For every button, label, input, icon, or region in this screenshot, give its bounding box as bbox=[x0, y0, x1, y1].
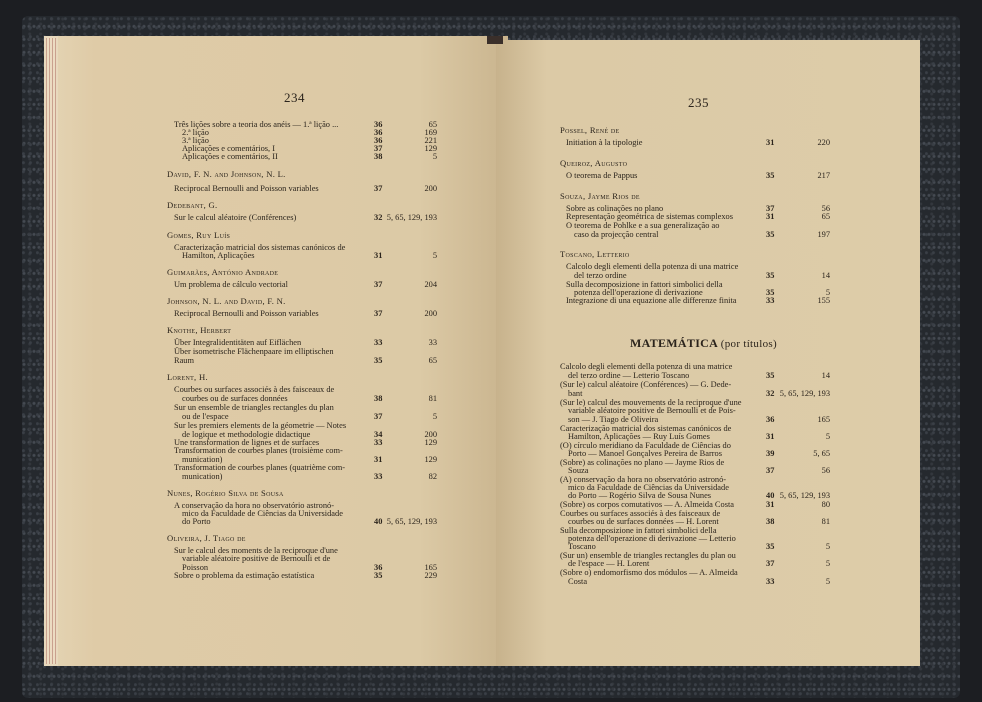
index-entry-volume: 34 bbox=[374, 430, 383, 439]
index-entry-title: (Sobre) as colinações no plano — Jayme Rios de bbox=[560, 458, 725, 467]
index-entry-volume: 31 bbox=[374, 251, 383, 260]
index-entry-title: Raum bbox=[174, 356, 195, 365]
index-entry-pages: 197 bbox=[817, 230, 830, 239]
index-entry-volume: 33 bbox=[766, 577, 775, 586]
index-entry-volume: 31 bbox=[766, 138, 775, 147]
section-heading-subtitle: (por títulos) bbox=[720, 338, 777, 350]
index-entry-pages: 129 bbox=[424, 455, 437, 464]
index-entry-pages: 33 bbox=[428, 338, 437, 347]
section-heading-title: MATEMÁTICA bbox=[630, 336, 718, 350]
index-entry-title: mico da Faculdade de Ciências da Universidade bbox=[568, 483, 729, 492]
index-entry-volume: 35 bbox=[766, 288, 775, 297]
index-entry-volume: 36 bbox=[766, 415, 775, 424]
index-entry-pages: 81 bbox=[428, 394, 437, 403]
index-entry-title: variable aléatoire positive de Bernoulli et de Pois- bbox=[568, 406, 736, 415]
index-entry-volume: 39 bbox=[766, 449, 775, 458]
index-entry-title: Hamilton, Aplicações bbox=[182, 251, 255, 260]
index-entry-volume: 35 bbox=[766, 271, 775, 280]
index-entry-volume: 37 bbox=[374, 309, 383, 318]
author-heading: Dedebant, G. bbox=[167, 200, 218, 210]
index-entry-title: Sulla decomposizione in fattori simbolici della bbox=[566, 280, 723, 289]
author-heading: Johnson, N. L. and David, F. N. bbox=[167, 296, 286, 306]
index-entry-title: A conservação da hora no observatório astronó- bbox=[174, 501, 334, 510]
index-entry-pages: 5 bbox=[825, 432, 830, 441]
index-entry-pages: 200 bbox=[424, 309, 437, 318]
index-entry-title: Sobre as colinações no plano bbox=[566, 204, 664, 213]
index-entry-pages: 129 bbox=[424, 438, 437, 447]
index-entry-title: Reciprocal Bernoulli and Poisson variables bbox=[174, 309, 319, 318]
index-entry-title: O teorema de Pappus bbox=[566, 171, 638, 180]
index-entry-title: Über isometrische Flächenpaare im elliptischen bbox=[174, 347, 334, 356]
index-entry-pages: 81 bbox=[821, 517, 830, 526]
index-entry-title: Um problema de cálculo vectorial bbox=[174, 280, 288, 289]
index-entry-title: courbes ou de surfaces données — H. Lorent bbox=[568, 517, 719, 526]
section-heading bbox=[630, 336, 777, 351]
index-entry-pages: 200 bbox=[424, 430, 437, 439]
index-entry-title: potenza dell'operazione di derivazione — Letterio bbox=[568, 534, 736, 543]
index-entry-title: Sulla decomposizione in fattori simbolici della bbox=[560, 526, 717, 535]
index-entry-volume: 40 bbox=[766, 491, 775, 500]
author-heading: Oliveira, J. Tiago de bbox=[167, 533, 246, 543]
index-entry-title: Initiation à la tipologie bbox=[566, 138, 643, 147]
index-entry-title: mico da Faculdade de Ciências da Universidade bbox=[182, 509, 343, 518]
index-entry-pages: 5, 65, 129, 193 bbox=[386, 517, 437, 526]
index-entry-volume: 33 bbox=[374, 472, 383, 481]
author-heading: Nunes, Rogério Silva de Sousa bbox=[167, 488, 284, 498]
index-entry-volume: 33 bbox=[374, 338, 383, 347]
index-entry-title: (Sobre) os corpos comutativos — A. Almeida Costa bbox=[560, 500, 734, 509]
index-entry-title: Calcolo degli elementi della potenza di una matrice bbox=[560, 362, 733, 371]
index-entry-title: Sur un ensemble de triangles rectangles du plan bbox=[174, 403, 334, 412]
index-entry-pages: 65 bbox=[428, 356, 437, 365]
index-entry-pages: 5 bbox=[432, 251, 437, 260]
index-entry-title: Três lições sobre a teoria dos anéis — 1.ª lição ... bbox=[174, 120, 339, 129]
index-entry-pages: 5, 65 bbox=[813, 449, 830, 458]
index-entry-title: Courbes ou surfaces associés à des faisceaux de bbox=[174, 385, 335, 394]
author-heading: Queiroz, Augusto bbox=[560, 158, 628, 168]
index-entry-volume: 35 bbox=[766, 542, 775, 551]
index-entry-pages: 5 bbox=[432, 412, 437, 421]
index-entry-title: munication) bbox=[182, 472, 223, 481]
index-entry-title: Sur le calcul aléatoire (Conférences) bbox=[174, 213, 297, 222]
index-entry-title: (O) círculo meridiano da Faculdade de Ciências do bbox=[560, 441, 731, 450]
index-entry-title: Une transformation de lignes et de surfaces bbox=[174, 438, 320, 447]
index-entry-volume: 36 bbox=[374, 128, 383, 137]
index-entry-volume: 35 bbox=[374, 571, 383, 580]
index-entry-title: Über Integralidentitäten auf Eiflächen bbox=[174, 338, 302, 347]
index-entry-volume: 36 bbox=[374, 120, 383, 129]
index-entry-pages: 155 bbox=[817, 296, 830, 305]
index-entry-title: del terzo ordine bbox=[574, 271, 627, 280]
index-entry-title: Transformation de courbes planes (troisième com- bbox=[174, 446, 343, 455]
index-entry-title: (A) conservação da hora no observatório astronó- bbox=[560, 475, 727, 484]
index-entry-volume: 37 bbox=[374, 412, 383, 421]
index-entry-pages: 14 bbox=[821, 271, 830, 280]
index-entry-title: Integrazione di una equazione alle differenze finita bbox=[566, 296, 737, 305]
index-entry-pages: 169 bbox=[424, 128, 437, 137]
index-entry-pages: 165 bbox=[817, 415, 830, 424]
book-spine bbox=[487, 36, 503, 44]
index-entry-volume: 35 bbox=[766, 230, 775, 239]
index-entry-title: (Sobre o) endomorfismo dos módulos — A. Almeida bbox=[560, 568, 738, 577]
index-entry-title: 3.ª lição bbox=[182, 136, 209, 145]
index-entry-title: ou de l'espace bbox=[182, 412, 229, 421]
index-entry-pages: 129 bbox=[424, 144, 437, 153]
index-entry-pages: 5 bbox=[825, 542, 830, 551]
index-entry-volume: 38 bbox=[374, 152, 383, 161]
index-entry-title: son — J. Tiago de Oliveira bbox=[568, 415, 659, 424]
index-entry-title: Caracterização matricial dos sistemas canónicos de bbox=[560, 424, 732, 433]
index-entry-title: Aplicações e comentários, II bbox=[182, 152, 278, 161]
index-entry-title: caso da projecção central bbox=[574, 230, 659, 239]
index-entry-pages: 200 bbox=[424, 184, 437, 193]
index-entry-volume: 37 bbox=[374, 280, 383, 289]
index-entry-volume: 35 bbox=[766, 371, 775, 380]
index-entry-volume: 37 bbox=[766, 204, 775, 213]
index-entry-title: Representação geométrica de sistemas complexos bbox=[566, 212, 733, 221]
index-entry-title: (Sur le) calcul aléatoire (Conférences) — G. Dede- bbox=[560, 380, 732, 389]
index-entry-pages: 5, 65, 129, 193 bbox=[779, 389, 830, 398]
index-entry-title: del terzo ordine — Letterio Toscano bbox=[568, 371, 690, 380]
index-entry-pages: 5 bbox=[432, 152, 437, 161]
index-entry-volume: 40 bbox=[374, 517, 383, 526]
index-entry-pages: 65 bbox=[821, 212, 830, 221]
index-entry-title: Costa bbox=[568, 577, 588, 586]
index-entry-title: courbes ou de surfaces données bbox=[182, 394, 288, 403]
index-entry-title: Souza bbox=[568, 466, 589, 475]
right-page-number: 235 bbox=[688, 95, 709, 110]
index-entry-title: Sur les premiers elements de la géometrie — Notes bbox=[174, 421, 347, 430]
index-entry-volume: 38 bbox=[374, 394, 383, 403]
index-entry-pages: 65 bbox=[428, 120, 437, 129]
index-entry-title: Calcolo degli elementi della potenza di una matrice bbox=[566, 262, 739, 271]
index-entry-title: variable aléatoire positive de Bernoulli et de bbox=[182, 554, 331, 563]
index-entry-volume: 37 bbox=[766, 466, 775, 475]
index-entry-pages: 221 bbox=[424, 136, 437, 145]
index-entry-volume: 32 bbox=[766, 389, 775, 398]
index-entry-volume: 31 bbox=[766, 432, 775, 441]
index-entry-pages: 204 bbox=[424, 280, 437, 289]
index-entry-volume: 36 bbox=[374, 136, 383, 145]
author-heading: Possel, René de bbox=[560, 125, 620, 135]
index-entry-title: Reciprocal Bernoulli and Poisson variables bbox=[174, 184, 319, 193]
index-entry-volume: 35 bbox=[374, 356, 383, 365]
index-entry-title: de logique et methodologie didactique bbox=[182, 430, 311, 439]
index-entry-title: Transformation de courbes planes (quatrième com- bbox=[174, 463, 346, 472]
index-entry-volume: 31 bbox=[766, 212, 775, 221]
index-entry-title: Toscano bbox=[568, 542, 596, 551]
index-entry-pages: 56 bbox=[821, 204, 830, 213]
author-heading: Lorent, H. bbox=[167, 372, 208, 382]
index-entry-title: Sur le calcul des moments de la reciproque d'une bbox=[174, 546, 338, 555]
index-entry-volume: 33 bbox=[374, 438, 383, 447]
index-entry-volume: 31 bbox=[374, 455, 383, 464]
author-heading: Knothe, Herbert bbox=[167, 325, 232, 335]
index-entry-volume: 31 bbox=[766, 500, 775, 509]
index-entry-title: O teorema de Pohlke e a sua generalização ao bbox=[566, 221, 720, 230]
index-entry-pages: 5 bbox=[825, 577, 830, 586]
index-entry-volume: 37 bbox=[374, 184, 383, 193]
author-heading: Guimarães, António Andrade bbox=[167, 267, 279, 277]
index-entry-title: 2.ª lição bbox=[182, 128, 209, 137]
index-entry-volume: 33 bbox=[766, 296, 775, 305]
index-entry-pages: 14 bbox=[821, 371, 830, 380]
index-entry-pages: 80 bbox=[821, 500, 830, 509]
page-edge bbox=[46, 38, 56, 664]
index-entry-volume: 37 bbox=[766, 559, 775, 568]
index-entry-volume: 37 bbox=[374, 144, 383, 153]
index-entry-title: Poisson bbox=[182, 563, 209, 572]
index-entry-title: Porto — Manoel Gonçalves Pereira de Barros bbox=[568, 449, 722, 458]
author-heading: Toscano, Letterio bbox=[560, 249, 630, 259]
index-entry-pages: 229 bbox=[424, 571, 437, 580]
index-entry-volume: 32 bbox=[374, 213, 383, 222]
index-entry-volume: 36 bbox=[374, 563, 383, 572]
index-entry-volume: 35 bbox=[766, 171, 775, 180]
index-entry-title: potenza dell'operazione di derivazione bbox=[574, 288, 703, 297]
index-entry-title: do Porto bbox=[182, 517, 211, 526]
index-entry-pages: 220 bbox=[817, 138, 830, 147]
author-heading: David, F. N. and Johnson, N. L. bbox=[167, 169, 286, 179]
author-heading: Souza, Jayme Rios de bbox=[560, 191, 640, 201]
index-entry-pages: 5 bbox=[825, 288, 830, 297]
index-entry-pages: 5, 65, 129, 193 bbox=[386, 213, 437, 222]
index-entry-pages: 56 bbox=[821, 466, 830, 475]
index-entry-pages: 5 bbox=[825, 559, 830, 568]
index-entry-title: bant bbox=[568, 389, 583, 398]
index-entry-title: Sobre o problema da estimação estatística bbox=[174, 571, 315, 580]
index-entry-pages: 82 bbox=[428, 472, 437, 481]
index-entry-title: Caracterização matricial dos sistemas canónicos de bbox=[174, 243, 346, 252]
index-entry-title: do Porto — Rogério Silva de Sousa Nunes bbox=[568, 491, 712, 500]
index-entry-title: munication) bbox=[182, 455, 223, 464]
index-entry-pages: 217 bbox=[817, 171, 830, 180]
author-heading: Gomes, Ruy Luís bbox=[167, 230, 231, 240]
index-entry-title: Aplicações e comentários, I bbox=[182, 144, 276, 153]
index-entry-title: Hamilton, Aplicações — Ruy Luís Gomes bbox=[568, 432, 710, 441]
index-entry-pages: 5, 65, 129, 193 bbox=[779, 491, 830, 500]
index-entry-title: de l'espace — H. Lorent bbox=[568, 559, 650, 568]
index-entry-title: Courbes ou surfaces associés à des faisceaux de bbox=[560, 509, 721, 518]
left-page-number: 234 bbox=[284, 90, 305, 105]
index-entry-title: (Sur le) calcul des mouvements de la reciproque d'une bbox=[560, 398, 742, 407]
index-entry-title: (Sur un) ensemble de triangles rectangles du plan ou bbox=[560, 551, 736, 560]
index-entry-volume: 38 bbox=[766, 517, 775, 526]
index-entry-pages: 165 bbox=[424, 563, 437, 572]
